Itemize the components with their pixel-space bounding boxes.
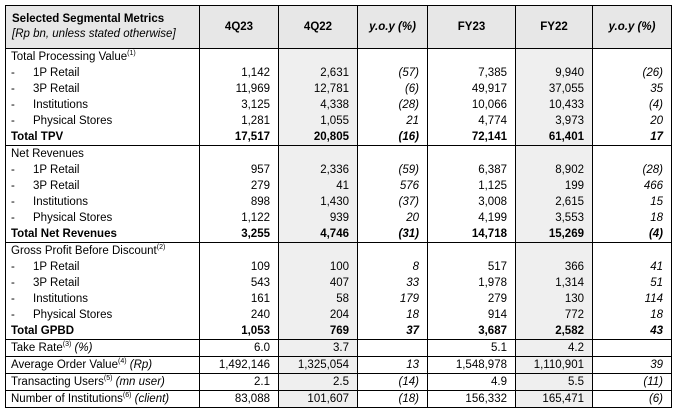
row-label: Physical Stores — [33, 114, 113, 127]
col-header-fy22: FY22 — [516, 6, 593, 49]
value-cell: 20,805 — [279, 129, 358, 146]
value-cell: 3.7 — [279, 340, 358, 357]
table-row — [6, 291, 672, 307]
value-cell: 179 — [358, 291, 428, 307]
total-row — [6, 323, 672, 340]
row-label: 1P Retail — [33, 260, 80, 273]
metric-label: Transacting Users — [11, 375, 104, 388]
value-cell: 4,774 — [428, 113, 516, 129]
row-label: Institutions — [33, 195, 88, 208]
value-cell: 1,548,978 — [428, 357, 516, 374]
section-title: Net Revenues — [11, 147, 84, 160]
value-cell: 898 — [200, 194, 279, 210]
empty-cell — [593, 49, 672, 66]
value-cell: 43 — [593, 323, 672, 340]
empty-cell — [200, 243, 279, 260]
metric-label: Average Order Value — [11, 358, 118, 371]
value-cell: 3,008 — [428, 194, 516, 210]
value-cell: 18 — [593, 210, 672, 226]
row-dash: - — [11, 163, 15, 176]
value-cell: 2.1 — [200, 374, 279, 391]
value-cell: (18) — [358, 391, 428, 408]
empty-cell — [516, 49, 593, 66]
value-cell: 2,336 — [279, 162, 358, 178]
value-cell: (31) — [358, 226, 428, 243]
value-cell: 2,582 — [516, 323, 593, 340]
value-cell: 366 — [516, 259, 593, 275]
value-cell: 4,338 — [279, 97, 358, 113]
metric-row — [6, 340, 672, 357]
value-cell: 18 — [593, 307, 672, 323]
col-header-yoy-quarter: y.o.y (%) — [358, 6, 428, 49]
row-label: Physical Stores — [33, 308, 113, 321]
value-cell: 914 — [428, 307, 516, 323]
section-title-row — [6, 243, 672, 260]
table-row — [6, 65, 672, 81]
row-dash: - — [11, 195, 15, 208]
section-title-row — [6, 146, 672, 163]
row-dash: - — [11, 114, 15, 127]
section-title: Total Processing Value — [11, 50, 128, 63]
table-row — [6, 97, 672, 113]
segmental-metrics-table — [5, 5, 672, 408]
total-label: Total GPBD — [6, 323, 200, 340]
value-cell: 3,125 — [200, 97, 279, 113]
value-cell: 466 — [593, 178, 672, 194]
col-header-yoy-year: y.o.y (%) — [593, 6, 672, 49]
row-label-cell — [6, 65, 200, 81]
value-cell: 17,517 — [200, 129, 279, 146]
value-cell: 769 — [279, 323, 358, 340]
value-cell: (59) — [358, 162, 428, 178]
value-cell: 1,142 — [200, 65, 279, 81]
value-cell: 156,332 — [428, 391, 516, 408]
row-label: 1P Retail — [33, 163, 80, 176]
value-cell: 1,055 — [279, 113, 358, 129]
value-cell: 2.5 — [279, 374, 358, 391]
value-cell: (4) — [593, 226, 672, 243]
value-cell: 4,746 — [279, 226, 358, 243]
metric-row — [6, 374, 672, 391]
row-label-cell — [6, 81, 200, 97]
table-row — [6, 113, 672, 129]
value-cell: 4,199 — [428, 210, 516, 226]
value-cell: 199 — [516, 178, 593, 194]
value-cell: 165,471 — [516, 391, 593, 408]
value-cell: 3,973 — [516, 113, 593, 129]
value-cell: 3,687 — [428, 323, 516, 340]
metric-label-cell — [6, 340, 200, 357]
value-cell: 1,978 — [428, 275, 516, 291]
value-cell: 240 — [200, 307, 279, 323]
row-dash: - — [11, 179, 15, 192]
value-cell: 1,325,054 — [279, 357, 358, 374]
value-cell: 101,607 — [279, 391, 358, 408]
total-row — [6, 129, 672, 146]
value-cell: 1,122 — [200, 210, 279, 226]
value-cell: 939 — [279, 210, 358, 226]
row-dash: - — [11, 66, 15, 79]
col-header-4q23: 4Q23 — [200, 6, 279, 49]
table-row — [6, 194, 672, 210]
value-cell: 130 — [516, 291, 593, 307]
value-cell: 15,269 — [516, 226, 593, 243]
empty-cell — [358, 49, 428, 66]
value-cell: 161 — [200, 291, 279, 307]
footnote-marker: (5) — [103, 374, 113, 382]
table-title-cell — [6, 6, 200, 49]
value-cell: 2,615 — [516, 194, 593, 210]
value-cell: 49,917 — [428, 81, 516, 97]
table-subtitle: [Rp bn, unless stated otherwise] — [12, 28, 176, 40]
value-cell: 407 — [279, 275, 358, 291]
empty-cell — [428, 243, 516, 260]
value-cell: 8 — [358, 259, 428, 275]
value-cell: 20 — [593, 113, 672, 129]
metric-row — [6, 357, 672, 374]
empty-cell — [358, 146, 428, 163]
total-label: Total Net Revenues — [6, 226, 200, 243]
value-cell: 17 — [593, 129, 672, 146]
row-label: Institutions — [33, 98, 88, 111]
value-cell: 15 — [593, 194, 672, 210]
value-cell: 1,430 — [279, 194, 358, 210]
value-cell: 33 — [358, 275, 428, 291]
value-cell: (26) — [593, 65, 672, 81]
value-cell: 41 — [593, 259, 672, 275]
row-label: 3P Retail — [33, 276, 80, 289]
row-dash: - — [11, 211, 15, 224]
footnote-marker: (3) — [62, 340, 72, 348]
row-label-cell — [6, 113, 200, 129]
value-cell: (6) — [358, 81, 428, 97]
value-cell: 543 — [200, 275, 279, 291]
value-cell: 10,433 — [516, 97, 593, 113]
value-cell: (14) — [358, 374, 428, 391]
value-cell: 279 — [428, 291, 516, 307]
value-cell — [358, 340, 428, 357]
value-cell: 9,940 — [516, 65, 593, 81]
value-cell: 6,387 — [428, 162, 516, 178]
empty-cell — [279, 146, 358, 163]
value-cell: 37,055 — [516, 81, 593, 97]
value-cell: (28) — [358, 97, 428, 113]
metric-unit: (%) — [71, 341, 93, 354]
table-row — [6, 259, 672, 275]
row-label: Institutions — [33, 292, 88, 305]
value-cell: 279 — [200, 178, 279, 194]
empty-cell — [428, 49, 516, 66]
section-title-cell — [6, 146, 200, 163]
value-cell: (11) — [593, 374, 672, 391]
section-title-cell — [6, 243, 200, 260]
value-cell: 957 — [200, 162, 279, 178]
value-cell: 1,110,901 — [516, 357, 593, 374]
footnote-marker: (2) — [156, 243, 166, 251]
row-label: Physical Stores — [33, 211, 113, 224]
value-cell: 204 — [279, 307, 358, 323]
row-label-cell — [6, 97, 200, 113]
total-row — [6, 226, 672, 243]
table-header — [6, 6, 672, 49]
row-label-cell — [6, 210, 200, 226]
metric-row — [6, 391, 672, 408]
empty-cell — [200, 146, 279, 163]
value-cell: 772 — [516, 307, 593, 323]
col-header-fy23: FY23 — [428, 6, 516, 49]
value-cell: 8,902 — [516, 162, 593, 178]
row-label-cell — [6, 307, 200, 323]
value-cell: 58 — [279, 291, 358, 307]
metric-label-cell — [6, 391, 200, 408]
footnote-marker: (1) — [127, 49, 136, 57]
value-cell: (37) — [358, 194, 428, 210]
metric-label: Number of Institutions — [11, 392, 123, 405]
empty-cell — [593, 243, 672, 260]
row-dash: - — [11, 260, 15, 273]
value-cell: 517 — [428, 259, 516, 275]
value-cell: 3,255 — [200, 226, 279, 243]
row-dash: - — [11, 276, 15, 289]
table-row — [6, 81, 672, 97]
value-cell: (57) — [358, 65, 428, 81]
value-cell: (16) — [358, 129, 428, 146]
value-cell: 10,066 — [428, 97, 516, 113]
row-label: 3P Retail — [33, 82, 80, 95]
row-label-cell — [6, 259, 200, 275]
value-cell: 4.2 — [516, 340, 593, 357]
value-cell: 2,631 — [279, 65, 358, 81]
value-cell: 1,281 — [200, 113, 279, 129]
value-cell: 3,553 — [516, 210, 593, 226]
empty-cell — [358, 243, 428, 260]
section-title-row — [6, 49, 672, 66]
col-header-4q22: 4Q22 — [279, 6, 358, 49]
row-label: 3P Retail — [33, 179, 80, 192]
value-cell: (28) — [593, 162, 672, 178]
value-cell: 61,401 — [516, 129, 593, 146]
value-cell: 11,969 — [200, 81, 279, 97]
value-cell: 4.9 — [428, 374, 516, 391]
table-row — [6, 210, 672, 226]
row-dash: - — [11, 292, 15, 305]
metric-unit: (client) — [131, 392, 170, 405]
metric-label-cell — [6, 374, 200, 391]
row-label-cell — [6, 194, 200, 210]
table-row — [6, 307, 672, 323]
row-label: 1P Retail — [33, 66, 80, 79]
empty-cell — [279, 49, 358, 66]
value-cell: 51 — [593, 275, 672, 291]
table-body — [6, 49, 672, 408]
metric-unit: (Rp) — [126, 358, 153, 371]
table-row — [6, 162, 672, 178]
row-label-cell — [6, 178, 200, 194]
value-cell: 114 — [593, 291, 672, 307]
total-label: Total TPV — [6, 129, 200, 146]
segmental-metrics-table-wrapper — [5, 5, 672, 408]
value-cell: 1,125 — [428, 178, 516, 194]
section-title-cell — [6, 49, 200, 66]
empty-cell — [516, 146, 593, 163]
value-cell: 1,492,146 — [200, 357, 279, 374]
row-label-cell — [6, 275, 200, 291]
row-dash: - — [11, 82, 15, 95]
value-cell: 100 — [279, 259, 358, 275]
value-cell: 18 — [358, 307, 428, 323]
section-title: Gross Profit Before Discount — [11, 244, 157, 257]
value-cell: 109 — [200, 259, 279, 275]
value-cell: 12,781 — [279, 81, 358, 97]
value-cell: (6) — [593, 391, 672, 408]
value-cell: 21 — [358, 113, 428, 129]
row-label-cell — [6, 162, 200, 178]
value-cell: 14,718 — [428, 226, 516, 243]
value-cell: 35 — [593, 81, 672, 97]
table-row — [6, 275, 672, 291]
table-row — [6, 178, 672, 194]
empty-cell — [200, 49, 279, 66]
value-cell — [593, 340, 672, 357]
row-label-cell — [6, 291, 200, 307]
footnote-marker: (4) — [117, 357, 127, 365]
empty-cell — [516, 243, 593, 260]
value-cell: 5.5 — [516, 374, 593, 391]
empty-cell — [279, 243, 358, 260]
metric-label-cell — [6, 357, 200, 374]
footnote-marker: (6) — [122, 391, 132, 399]
value-cell: 72,141 — [428, 129, 516, 146]
value-cell: 1,314 — [516, 275, 593, 291]
row-dash: - — [11, 98, 15, 111]
value-cell: 5.1 — [428, 340, 516, 357]
value-cell: 83,088 — [200, 391, 279, 408]
empty-cell — [428, 146, 516, 163]
value-cell: 7,385 — [428, 65, 516, 81]
value-cell: (4) — [593, 97, 672, 113]
value-cell: 41 — [279, 178, 358, 194]
value-cell: 13 — [358, 357, 428, 374]
row-dash: - — [11, 308, 15, 321]
value-cell: 6.0 — [200, 340, 279, 357]
metric-unit: (mn user) — [112, 375, 165, 388]
value-cell: 20 — [358, 210, 428, 226]
value-cell: 1,053 — [200, 323, 279, 340]
value-cell: 39 — [593, 357, 672, 374]
metric-label: Take Rate — [11, 341, 63, 354]
table-title: Selected Segmental Metrics — [12, 13, 165, 25]
empty-cell — [593, 146, 672, 163]
value-cell: 37 — [358, 323, 428, 340]
value-cell: 576 — [358, 178, 428, 194]
